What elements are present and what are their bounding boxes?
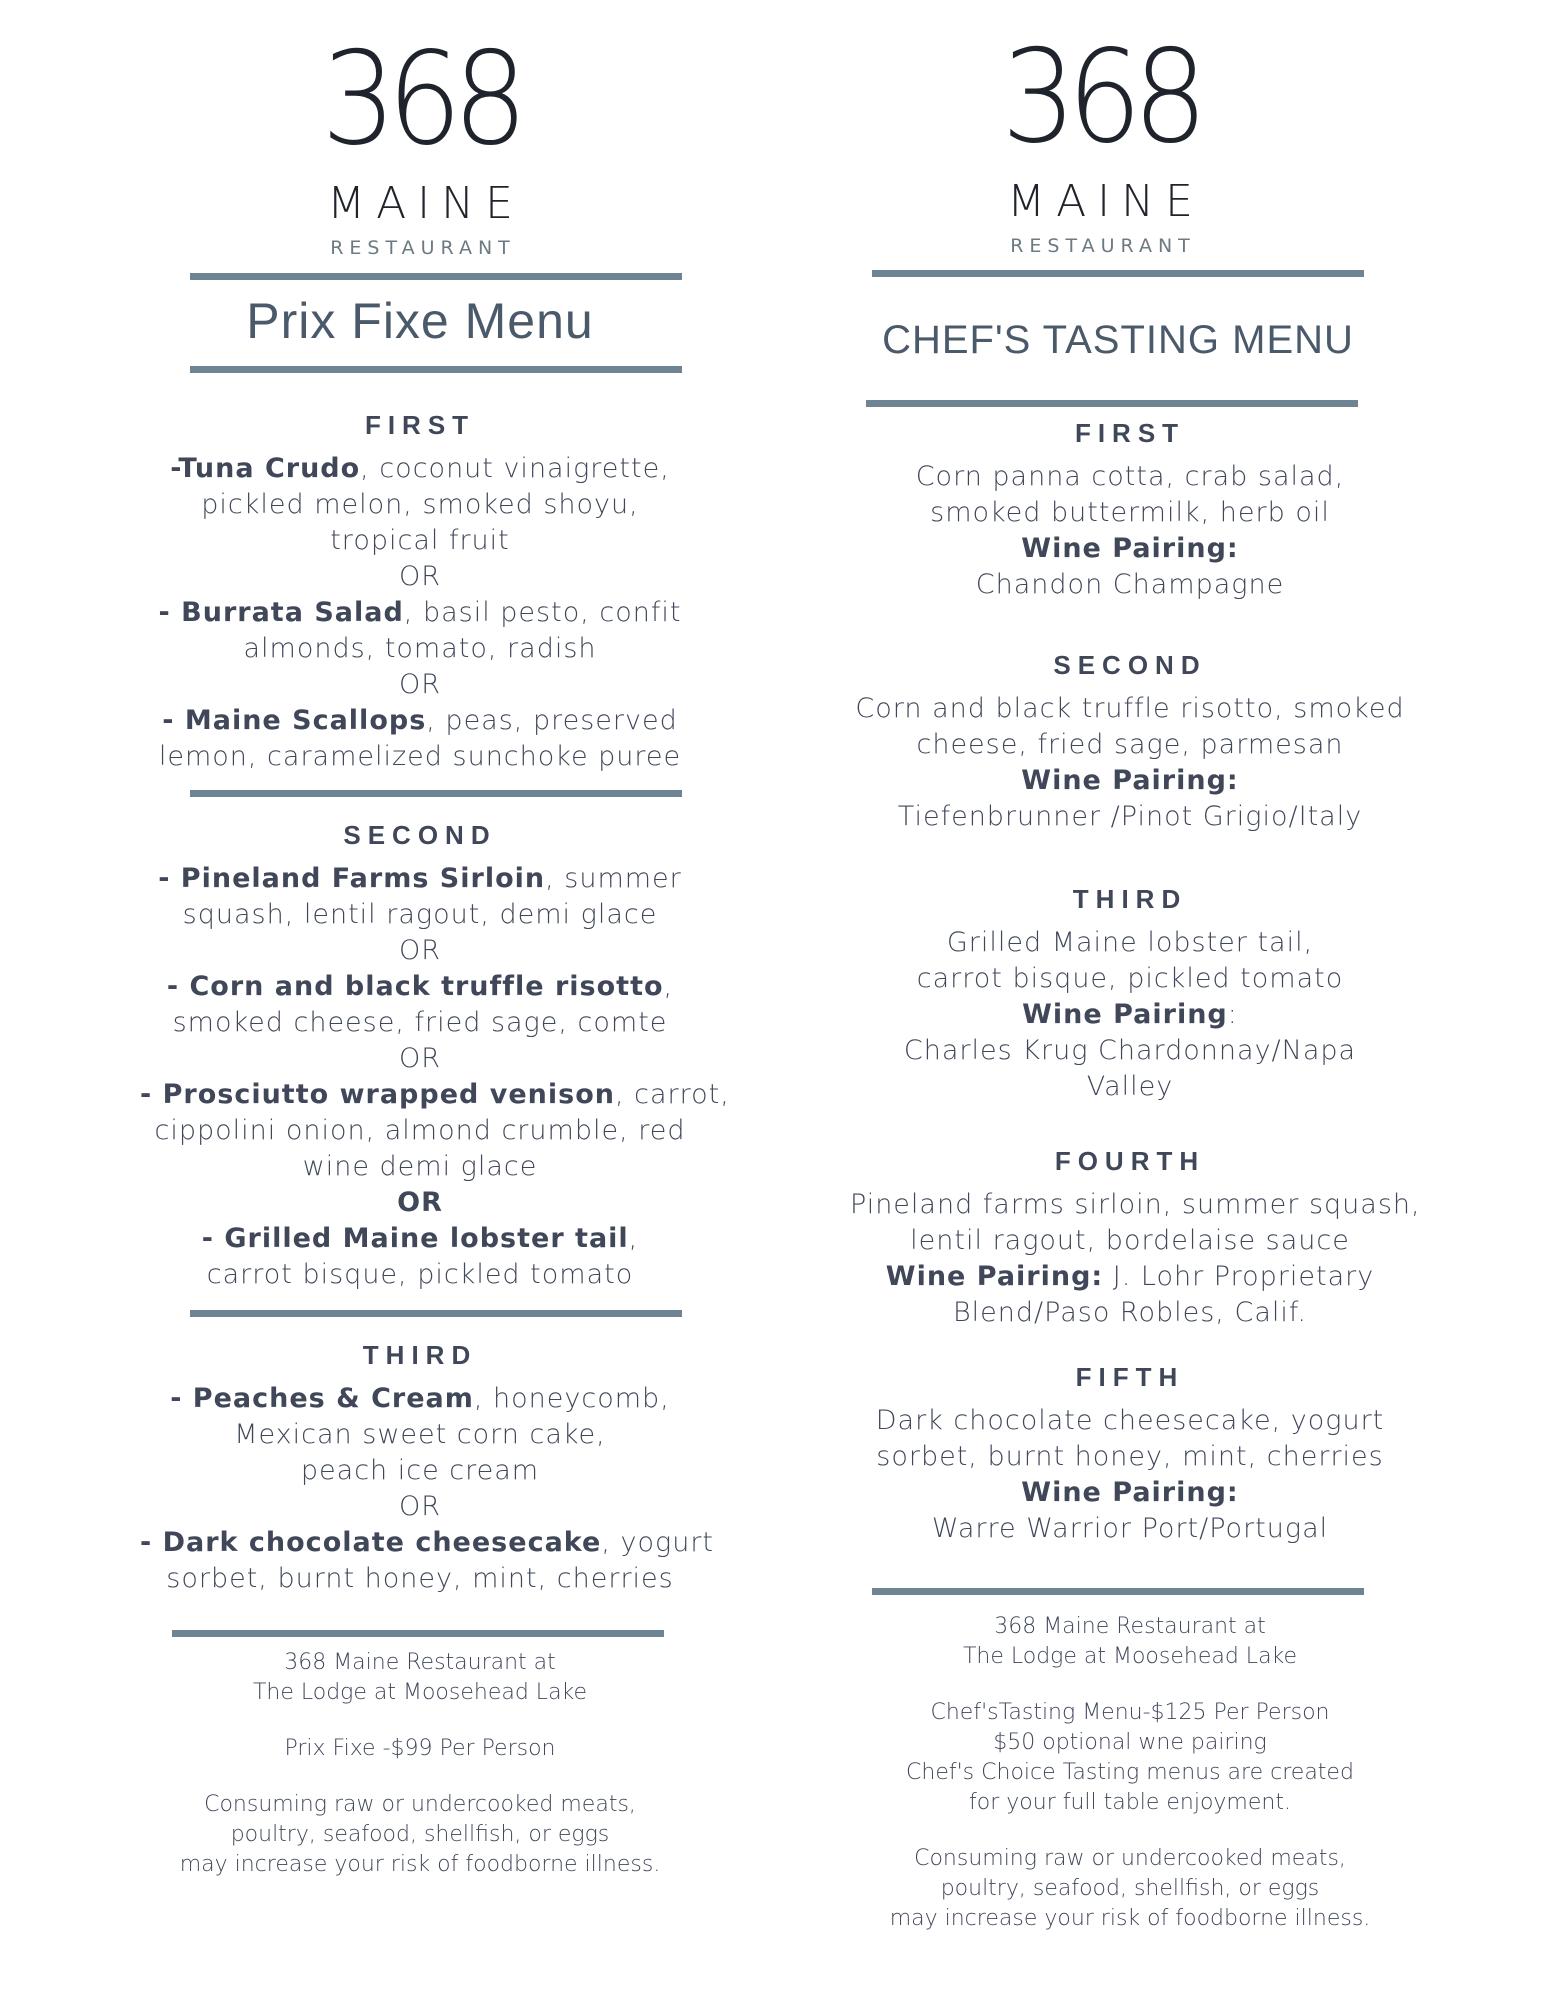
section-title: SECOND: [343, 820, 497, 850]
footer-warning: may increase your risk of foodborne illness.: [179, 1852, 661, 1877]
menu-line-text: Warre Warrior Port/Portugal: [931, 1513, 1329, 1544]
menu-line: [850, 1033, 1410, 1069]
footer-line: 368 Maine Restaurant at: [284, 1650, 556, 1675]
menu-line-text: J. Lohr Proprietary: [1103, 1261, 1375, 1292]
footer-line: The Lodge at Moosehead Lake: [962, 1644, 1298, 1669]
right-footer-rule: [872, 1588, 1364, 1595]
menu-line-text: :: [1227, 999, 1238, 1030]
right-logo: [950, 23, 1250, 257]
logo-sub: RESTAURANT: [330, 237, 516, 259]
menu-line-text: sorbet, burnt honey, mint, cherries: [876, 1441, 1384, 1472]
menu-line-bold: - Pineland Farms Sirloin: [158, 863, 546, 894]
menu-line-text: wine demi glace: [302, 1151, 538, 1182]
menu-line-text: lemon, caramelized sunchoke puree: [158, 741, 682, 772]
menu-line: [140, 451, 700, 487]
left-second-section: [140, 820, 730, 1293]
footer-warning: poultry, seafood, shellfish, or eggs: [940, 1876, 1320, 1901]
menu-line: [140, 1005, 700, 1041]
menu-line-text: smoked cheese, fried sage, comte: [172, 1007, 668, 1038]
logo-number: 368: [1001, 23, 1199, 172]
menu-line-bold: Wine Pairing: [1022, 999, 1228, 1030]
menu-line-text: , carrot,: [614, 1079, 730, 1110]
menu-line-text: cheese, fried sage, parmesan: [916, 729, 1344, 760]
menu-line: [140, 1381, 700, 1417]
menu-line-text: squash, lentil ragout, demi glace: [182, 899, 658, 930]
section-title: THIRD: [362, 1340, 478, 1370]
logo-sub: RESTAURANT: [1010, 235, 1196, 257]
footer-line: The Lodge at Moosehead Lake: [252, 1680, 588, 1705]
left-title-bottom-rule: [190, 366, 682, 373]
menu-line: [140, 933, 700, 969]
right-course-fourth: [850, 1146, 1421, 1331]
menu-line: [140, 1149, 700, 1185]
menu-line-text: carrot bisque, pickled tomato: [206, 1259, 634, 1290]
left-title-top-rule: [190, 273, 682, 280]
right-title-bottom-rule: [866, 400, 1358, 407]
right-menu-title: CHEF'S TASTING MENU: [882, 318, 1354, 362]
menu-line-text: Valley: [1086, 1071, 1174, 1102]
menu-line-text: OR: [398, 1043, 441, 1074]
menu-line: [850, 567, 1410, 603]
menu-line-text: Corn panna cotta, crab salad,: [915, 461, 1345, 492]
menu-line-text: Corn and black truffle risotto, smoked: [855, 693, 1405, 724]
section-title: FIRST: [364, 410, 476, 440]
menu-line-text: OR: [398, 669, 441, 700]
menu-line: [140, 897, 700, 933]
menu-line-text: Blend/Paso Robles, Calif.: [953, 1297, 1307, 1328]
left-footer: [140, 1648, 700, 1880]
menu-line-text: sorbet, burnt honey, mint, cherries: [166, 1563, 674, 1594]
menu-line: [140, 861, 700, 897]
menu-line-text: Tiefenbrunner /Pinot Grigio/Italy: [897, 801, 1363, 832]
footer-price: Chef'sTasting Menu-$125 Per Person: [930, 1700, 1330, 1725]
menu-line-bold: - Corn and black truffle risotto: [166, 971, 664, 1002]
menu-line-bold: Wine Pairing:: [1021, 765, 1239, 796]
menu-line: [850, 1069, 1410, 1105]
left-logo: [270, 25, 570, 259]
menu-line: [850, 691, 1410, 727]
right-course-third: [850, 884, 1410, 1105]
menu-line: [140, 667, 700, 703]
menu-line-bold: - Grilled Maine lobster tail: [201, 1223, 629, 1254]
menu-line: [140, 1077, 730, 1113]
menu-line: [140, 1417, 700, 1453]
footer-warning: Consuming raw or undercooked meats,: [914, 1846, 1346, 1871]
footer-warning: Consuming raw or undercooked meats,: [204, 1792, 636, 1817]
menu-line-bold: - Prosciutto wrapped venison: [140, 1079, 615, 1110]
menu-line: [140, 1113, 700, 1149]
menu-line: [140, 969, 700, 1005]
menu-line: [140, 559, 700, 595]
menu-line: [140, 487, 700, 523]
menu-line: [850, 997, 1410, 1033]
menu-line-text: almonds, tomato, radish: [243, 633, 597, 664]
footer-line: 368 Maine Restaurant at: [994, 1614, 1266, 1639]
section-title: SECOND: [1053, 650, 1207, 680]
right-course-first: [850, 418, 1410, 603]
menu-line-text: , basil pesto, confit: [403, 597, 682, 628]
menu-line: [140, 1561, 700, 1597]
menu-line: [140, 1041, 700, 1077]
menu-line: [140, 1257, 700, 1293]
menu-line-bold: Wine Pairing:: [1021, 533, 1239, 564]
menu-line-text: , honeycomb,: [473, 1383, 670, 1414]
menu-line-text: smoked buttermilk, herb oil: [930, 497, 1330, 528]
menu-line: [850, 1223, 1410, 1259]
left-third-section: [140, 1340, 715, 1597]
right-title-top-rule: [872, 270, 1364, 277]
right-course-second: [850, 650, 1410, 835]
menu-line-text: , summer: [545, 863, 682, 894]
footer-price: $50 optional wne pairing: [993, 1730, 1267, 1755]
menu-line-bold: -Tuna Crudo: [170, 453, 361, 484]
left-footer-rule: [172, 1630, 664, 1637]
menu-line: [140, 1185, 700, 1221]
menu-line-text: peach ice cream: [300, 1455, 540, 1486]
menu-line: [850, 763, 1410, 799]
menu-line: [140, 1489, 700, 1525]
menu-line-bold: - Burrata Salad: [158, 597, 404, 628]
menu-line-text: ,: [628, 1223, 639, 1254]
left-menu-title: Prix Fixe Menu: [246, 293, 594, 349]
footer-note: Chef's Choice Tasting menus are created: [906, 1760, 1354, 1785]
menu-line-text: OR: [398, 935, 441, 966]
section-title: THIRD: [1072, 884, 1188, 914]
left-first-divider: [190, 790, 682, 797]
menu-line: [850, 799, 1410, 835]
menu-line: [850, 459, 1410, 495]
menu-line: [850, 925, 1410, 961]
menu-line-text: carrot bisque, pickled tomato: [916, 963, 1344, 994]
menu-line-bold: - Maine Scallops: [162, 705, 427, 736]
footer-price: Prix Fixe -$99 Per Person: [284, 1736, 556, 1761]
logo-name: MAINE: [327, 178, 524, 229]
left-first-section: [140, 410, 700, 775]
footer-note: for your full table enjoyment.: [969, 1790, 1291, 1815]
menu-line: [850, 1511, 1410, 1547]
right-footer: [850, 1612, 1410, 1934]
footer-warning: may increase your risk of foodborne illness.: [889, 1906, 1371, 1931]
menu-line-bold: Wine Pairing:: [885, 1261, 1104, 1292]
menu-line-text: OR: [398, 561, 441, 592]
menu-line: [140, 1453, 700, 1489]
menu-line-text: lentil ragout, bordelaise sauce: [910, 1225, 1350, 1256]
left-second-divider: [190, 1310, 682, 1317]
menu-line: [140, 739, 700, 775]
menu-line: [850, 1295, 1410, 1331]
menu-line-text: Charles Krug Chardonnay/Napa: [903, 1035, 1357, 1066]
menu-line: [140, 595, 700, 631]
menu-line: [850, 1259, 1410, 1295]
menu-line-text: OR: [398, 1491, 441, 1522]
menu-line-text: Mexican sweet corn cake,: [234, 1419, 606, 1450]
menu-line: [140, 523, 700, 559]
menu-line: [850, 1439, 1410, 1475]
menu-line-text: cippolini onion, almond crumble, red: [154, 1115, 686, 1146]
menu-line-text: Chandon Champagne: [975, 569, 1285, 600]
menu-line-text: Pineland farms sirloin, summer squash,: [850, 1189, 1421, 1220]
menu-line: [140, 703, 700, 739]
menu-line-bold: - Dark chocolate cheesecake: [140, 1527, 602, 1558]
menu-line-text: , peas, preserved: [426, 705, 678, 736]
menu-line: [850, 1403, 1410, 1439]
menu-line-text: pickled melon, smoked shoyu,: [201, 489, 639, 520]
menu-line: [850, 727, 1410, 763]
menu-line-text: ,: [663, 971, 674, 1002]
section-title: FIRST: [1074, 418, 1186, 448]
menu-line: [140, 631, 700, 667]
menu-line-bold: Wine Pairing:: [1021, 1477, 1239, 1508]
menu-line: [850, 1187, 1421, 1223]
section-title: FOURTH: [1054, 1146, 1206, 1176]
menu-line-bold: - Peaches & Cream: [170, 1383, 474, 1414]
section-title: FIFTH: [1075, 1362, 1185, 1392]
menu-line: [140, 1525, 715, 1561]
menu-line: [850, 1475, 1410, 1511]
menu-line: [850, 495, 1410, 531]
menu-line-text: , yogurt: [601, 1527, 715, 1558]
menu-line: [850, 961, 1410, 997]
menu-line: [850, 531, 1410, 567]
footer-warning: poultry, seafood, shellfish, or eggs: [230, 1822, 610, 1847]
menu-line-text: Dark chocolate cheesecake, yogurt: [875, 1405, 1385, 1436]
right-course-fifth: [850, 1362, 1410, 1547]
menu-line-bold: OR: [397, 1187, 443, 1218]
menu-line-text: , coconut vinaigrette,: [360, 453, 670, 484]
logo-number: 368: [321, 25, 519, 174]
menu-line: [140, 1221, 700, 1257]
menu-line-text: Grilled Maine lobster tail,: [946, 927, 1314, 958]
menu-line-text: tropical fruit: [330, 525, 510, 556]
logo-name: MAINE: [1007, 176, 1204, 227]
